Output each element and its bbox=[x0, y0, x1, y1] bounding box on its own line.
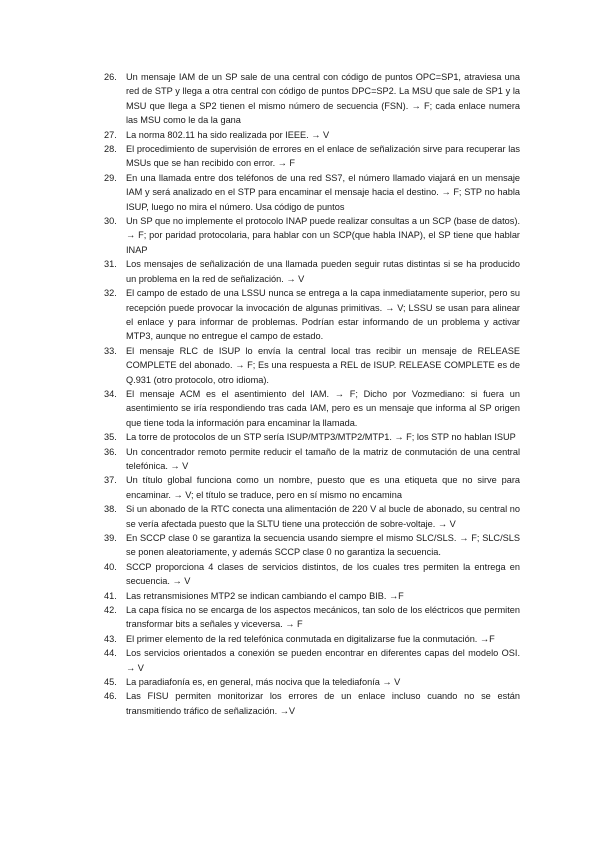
item-text: Un mensaje IAM de un SP sale de una central con código de puntos OPC=SP1, atraviesa una red de STP y llega a otra central con código de puntos DPC=SP2. La MSU que sale de SP1 y la MSU que llega a SP2 tienen el mismo número de secuencia (FSN). → F; cada enlace numera las MSU como le da la gana bbox=[126, 72, 520, 126]
list-item bbox=[100, 473, 520, 502]
item-text: El mensaje RLC de ISUP lo envía la central local tras recibir un mensaje de RELEASE COMPLETE del abonado. → F; Es una respuesta a REL de ISUP. RELEASE COMPLETE es de Q.931 (otro protocolo, otro idioma). bbox=[126, 345, 520, 385]
list-item bbox=[100, 675, 520, 689]
item-text: El mensaje ACM es el asentimiento del IAM. → F; Dicho por Vozmediano: si fuera un asentimiento se iría respondiendo tras cada IAM, pero es un mensaje que informa al SP origen que tiene toda la información para encaminar la llamada. bbox=[126, 388, 520, 428]
item-text: Un concentrador remoto permite reducir el tamaño de la matriz de conmutación de una central telefónica. → V bbox=[126, 446, 520, 471]
item-text: En una llamada entre dos teléfonos de una red SS7, el número llamado viajará en un mensaje IAM y será analizado en el STP para encaminar el mensaje hacia el destino. → F; STP no habla ISUP, luego no mira el número. Usa código de puntos bbox=[126, 172, 520, 212]
item-number: 40. bbox=[104, 561, 117, 572]
list-item bbox=[100, 632, 520, 646]
item-text: El campo de estado de una LSSU nunca se entrega a la capa inmediatamente superior, pero su recepción puede provocar la invocación de algunas primitivas. → V; LSSU se usan para alinear el enlace y para informar de problemas. Podrían estar informando de un problema y activar MTP3, aunque no entregue el campo de estado. bbox=[126, 288, 520, 342]
item-text: La capa física no se encarga de los aspectos mecánicos, tan solo de los eléctricos que permiten transformar bits a señales y viceversa. → F bbox=[126, 605, 520, 630]
item-text: En SCCP clase 0 se garantiza la secuencia usando siempre el mismo SLC/SLS. → F; SLC/SLS se ponen aleatoriamente, y además SCCP clase 0 no garantiza la secuencia. bbox=[126, 533, 520, 558]
item-number: 33. bbox=[104, 345, 117, 356]
item-text: Las FISU permiten monitorizar los errores de un enlace incluso cuando no se están transmitiendo tráfico de señalización. →V bbox=[126, 691, 520, 716]
item-number: 42. bbox=[104, 605, 117, 616]
item-number: 39. bbox=[104, 533, 117, 543]
list-item bbox=[100, 689, 520, 718]
list-item bbox=[100, 603, 520, 632]
item-number: 26. bbox=[104, 72, 117, 82]
item-number: 34. bbox=[104, 388, 117, 399]
item-number: 45. bbox=[104, 677, 117, 688]
item-number: 43. bbox=[104, 633, 117, 644]
list-item bbox=[100, 502, 520, 531]
item-text: La norma 802.11 ha sido realizada por IEEE. → V bbox=[126, 129, 330, 140]
list-item bbox=[100, 646, 520, 675]
item-text: El primer elemento de la red telefónica conmutada en digitalizarse fue la conmutación. →F bbox=[126, 633, 495, 644]
list-item bbox=[100, 70, 520, 128]
item-text: Un SP que no implemente el protocolo INAP puede realizar consultas a un SCP (base de datos). → F; por paridad protocolaria, para hablar con un SCP(que habla INAP), el SP tiene que hablar INAP bbox=[126, 216, 520, 255]
list-item bbox=[100, 257, 520, 286]
list-item bbox=[100, 531, 520, 560]
list-item bbox=[100, 430, 520, 444]
list-item bbox=[100, 560, 520, 589]
item-text: Las retransmisiones MTP2 se indican cambiando el campo BIB. →F bbox=[126, 590, 404, 601]
item-text: Los mensajes de señalización de una llamada pueden seguir rutas distintas si se ha producido un problema en la red de señalización. → V bbox=[126, 259, 520, 284]
list-item bbox=[100, 286, 520, 344]
item-text: Si un abonado de la RTC conecta una alimentación de 220 V al bucle de abonado, su central no se vería afectada puesto que la SLTU tiene una protección de sobre-voltaje. → V bbox=[126, 504, 520, 529]
item-number: 46. bbox=[104, 691, 117, 702]
item-number: 28. bbox=[104, 144, 117, 155]
item-number: 38. bbox=[104, 504, 117, 515]
list-item bbox=[100, 214, 520, 257]
item-text: Los servicios orientados a conexión se pueden encontrar en diferentes capas del modelo OSI. → V bbox=[126, 648, 520, 673]
item-number: 41. bbox=[104, 590, 117, 601]
item-number: 37. bbox=[104, 475, 117, 486]
item-number: 32. bbox=[104, 288, 117, 299]
list-item bbox=[100, 589, 520, 603]
item-number: 31. bbox=[104, 259, 117, 270]
list-item bbox=[100, 171, 520, 214]
list-item bbox=[100, 445, 520, 474]
item-number: 30. bbox=[104, 216, 117, 227]
list-item bbox=[100, 142, 520, 171]
item-number: 36. bbox=[104, 446, 117, 457]
list-item bbox=[100, 344, 520, 387]
item-text: SCCP proporciona 4 clases de servicios distintos, de los cuales tres permiten la entrega en secuencia. → V bbox=[126, 561, 520, 587]
list-item bbox=[100, 128, 520, 142]
item-text: La torre de protocolos de un STP sería ISUP/MTP3/MTP2/MTP1. → F; los STP no hablan ISUP bbox=[126, 432, 516, 443]
item-text: Un título global funciona como un nombre, puesto que es una etiqueta que no sirve para encaminar. → V; el título se traduce, pero en sí mismo no encamina bbox=[126, 475, 520, 500]
list-item bbox=[100, 387, 520, 430]
question-list bbox=[100, 70, 520, 718]
item-text: La paradiafonía es, en general, más nociva que la telediafonía → V bbox=[126, 677, 401, 688]
item-number: 29. bbox=[104, 172, 117, 183]
item-number: 35. bbox=[104, 432, 117, 443]
item-text: El procedimiento de supervisión de errores en el enlace de señalización sirve para recuperar las MSUs que se han recibido con error. → F bbox=[126, 144, 520, 169]
item-number: 44. bbox=[104, 648, 117, 659]
item-number: 27. bbox=[104, 129, 117, 140]
